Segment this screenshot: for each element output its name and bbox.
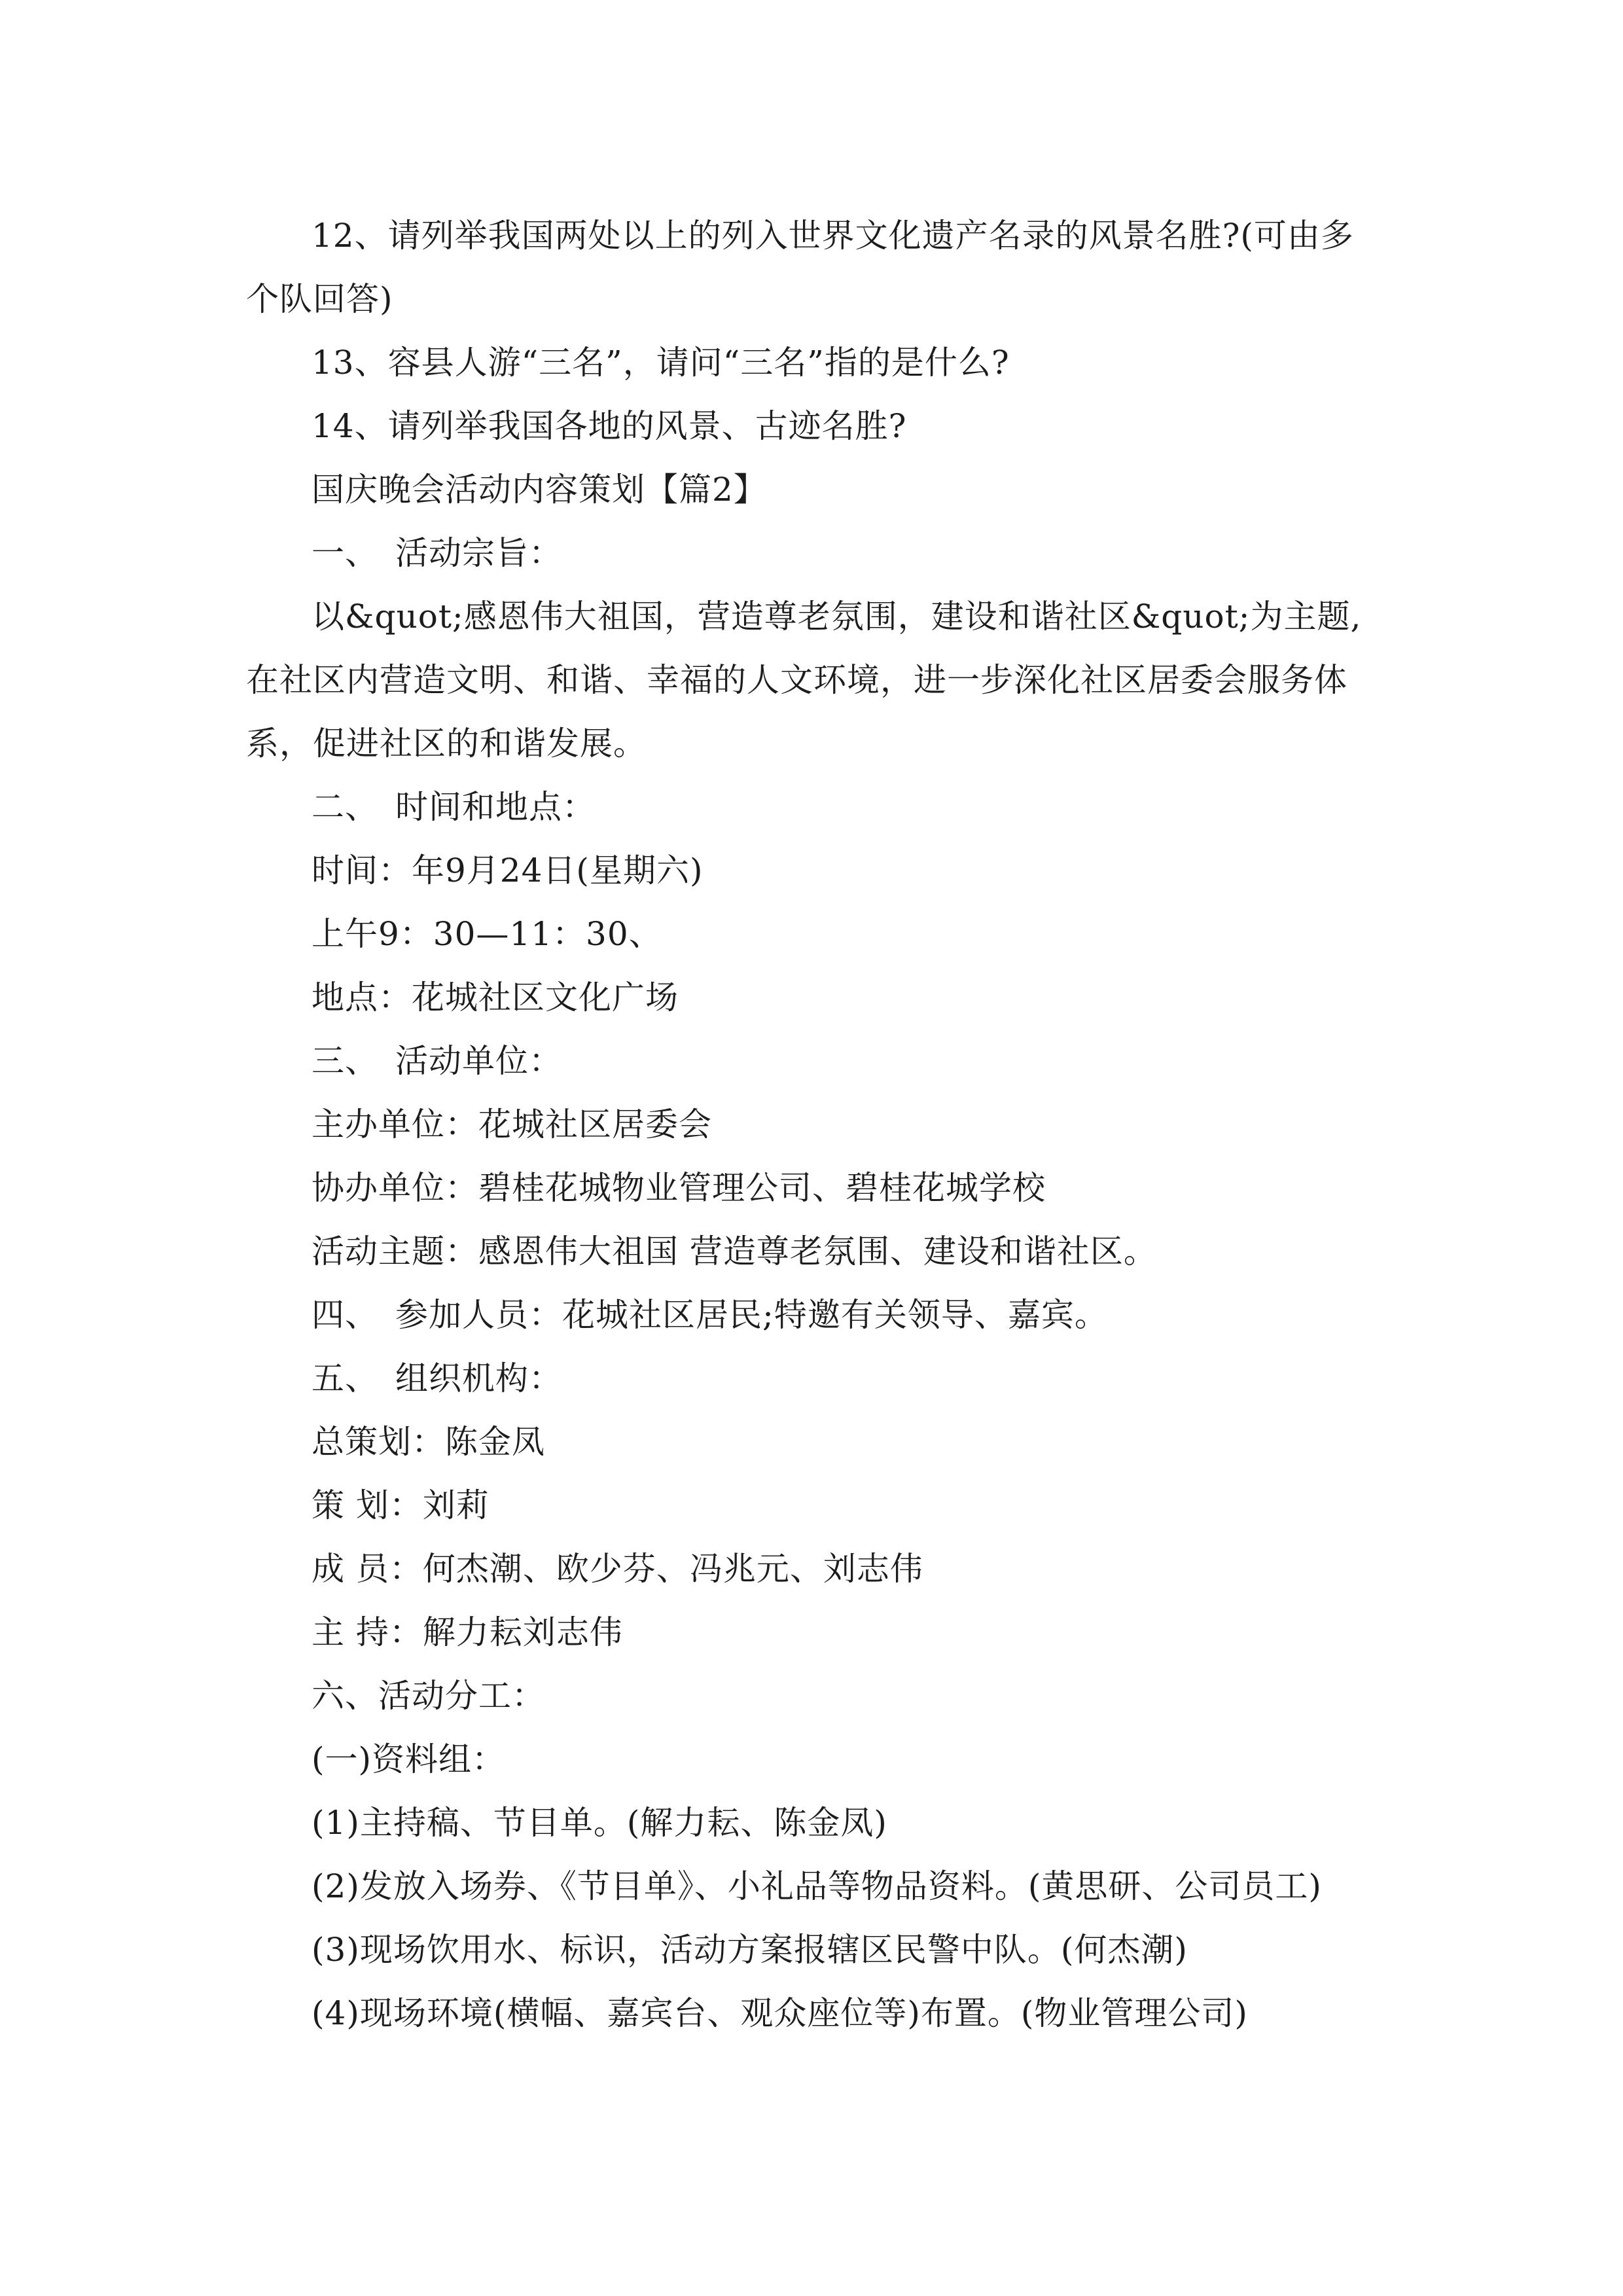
section-title: 国庆晚会活动内容策划【篇2】 [312,471,767,509]
event-location: 地点：花城社区文化广场 [312,978,679,1016]
heading-organizers: 三、 活动单位： [312,1042,562,1080]
task-item: (3)现场饮用水、标识，活动方案报辖区民警中队。(何杰潮) [312,1931,1188,1969]
event-date: 时间：年9月24日(星期六) [312,852,704,889]
co-organizers: 协办单位：碧桂花城物业管理公司、碧桂花城学校 [312,1169,1046,1207]
host-organizer: 主办单位：花城社区居委会 [312,1105,712,1143]
event-theme: 活动主题：感恩伟大祖国 营造尊老氛围、建设和谐社区。 [312,1232,1157,1270]
members: 成 员：何杰潮、欧少芬、冯兆元、刘志伟 [312,1550,923,1588]
document-body [246,204,1377,2045]
hosts: 主 持：解力耘刘志伟 [312,1613,623,1651]
heading-time-place: 二、 时间和地点： [312,788,596,826]
question-12: 12、请列举我国两处以上的列入世界文化遗产名录的风景名胜?(可由多个队回答) [246,217,1354,318]
chief-planner: 总策划：陈金凤 [312,1423,545,1461]
event-time: 上午9：30—11：30、 [312,915,662,953]
heading-organization: 五、 组织机构： [312,1359,562,1397]
materials-group: (一)资料组： [312,1740,506,1778]
task-item: (1)主持稿、节目单。(解力耘、陈金凤) [312,1804,887,1842]
task-item: (4)现场环境(横幅、嘉宾台、观众座位等)布置。(物业管理公司) [312,1994,1248,2032]
heading-division: 六、活动分工： [312,1677,545,1715]
heading-purpose: 一、 活动宗旨： [312,534,562,572]
task-item: (2)发放入场券、《节目单》、小礼品等物品资料。(黄思研、公司员工) [312,1867,1322,1905]
purpose-paragraph: 以&quot;感恩伟大祖国，营造尊老氛围，建设和谐社区&quot;为主题,在社区内营造文明、和谐、幸福的人文环境，进一步深化社区居委会服务体系，促进社区的和谐发展。 [246,598,1362,762]
question-14: 14、请列举我国各地的风景、古迹名胜? [312,407,907,445]
question-13: 13、容县人游“三名”，请问“三名”指的是什么? [312,344,1010,382]
planner: 策 划：刘莉 [312,1486,490,1524]
participants: 四、 参加人员：花城社区居民;特邀有关领导、嘉宾。 [312,1296,1108,1334]
